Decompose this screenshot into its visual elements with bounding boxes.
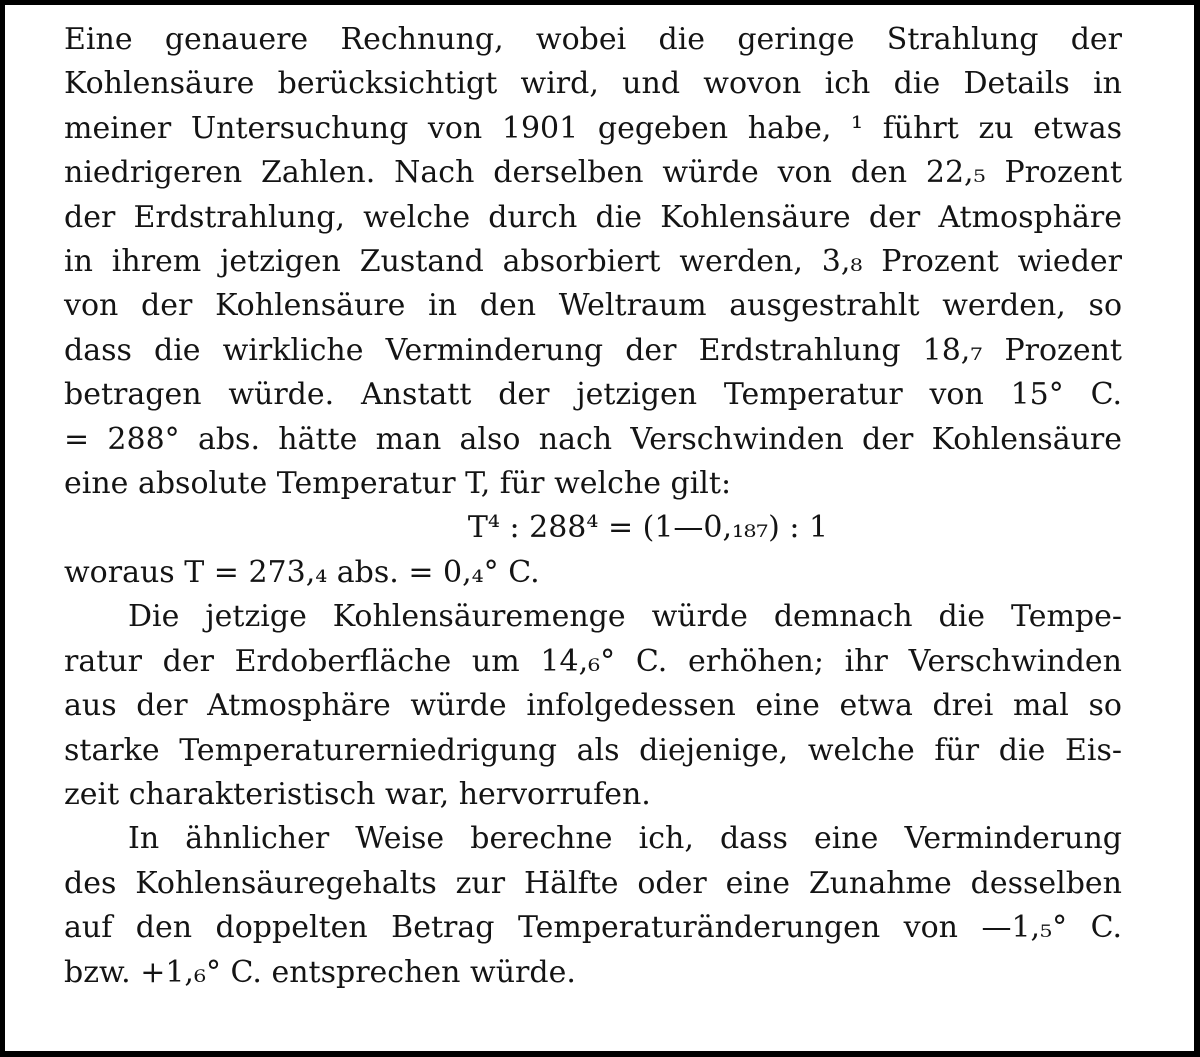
text-line: bzw. +1,₆° C. entsprechen würde. [64,954,576,990]
text-line: von der Kohlensäure in den Weltraum ausgestrahlt werden, so [64,288,1122,324]
document-page [64,18,1122,995]
text-line: In ähnlicher Weise berechne ich, dass eine Verminderung [128,821,1122,857]
text-line: starke Temperaturerniedrigung als diejenige, welche für die Eis- [64,732,1122,768]
text-line: Kohlensäure berücksichtigt wird, und wovon ich die Details in [64,66,1122,102]
paragraph-3 [64,817,1122,995]
text-line: dass die wirkliche Verminderung der Erdstrahlung 18,₇ Prozent [64,332,1122,368]
text-line: zeit charakteristisch war, hervorrufen. [64,776,651,812]
text-line: niedrigeren Zahlen. Nach derselben würde von den 22,₅ Prozent [64,155,1122,191]
text-line: Eine genauere Rechnung, wobei die geringe Strahlung der [64,22,1122,57]
text-line: des Kohlensäuregehalts zur Hälfte oder eine Zunahme desselben [64,865,1122,901]
text-line: der Erdstrahlung, welche durch die Kohlensäure der Atmosphäre [64,199,1122,235]
paragraph-2 [64,595,1122,817]
text-line: eine absolute Temperatur T, für welche gilt: [64,466,732,502]
text-line: auf den doppelten Betrag Temperaturänderungen von —1,₅° C. [64,910,1122,946]
text-line: ratur der Erdoberfläche um 14,₆° C. erhöhen; ihr Verschwinden [64,643,1122,679]
text-line: = 288° abs. hätte man also nach Verschwinden der Kohlensäure [64,421,1122,457]
text-line: aus der Atmosphäre würde infolgedessen eine etwa drei mal so [64,688,1122,724]
formula-result: woraus T = 273,₄ abs. = 0,₄° C. [64,554,540,590]
text-line: meiner Untersuchung von 1901 gegeben habe, ¹ führt zu etwas [64,110,1122,146]
paragraph-1 [64,18,1122,506]
text-line: Die jetzige Kohlensäuremenge würde demnach die Tempe- [128,599,1122,635]
text-line: betragen würde. Anstatt der jetzigen Temperatur von 15° C. [64,377,1122,413]
formula: T⁴ : 288⁴ = (1—0,₁₈₇) : 1 [467,510,829,546]
text-line: in ihrem jetzigen Zustand absorbiert werden, 3,₈ Prozent wieder [64,244,1122,280]
